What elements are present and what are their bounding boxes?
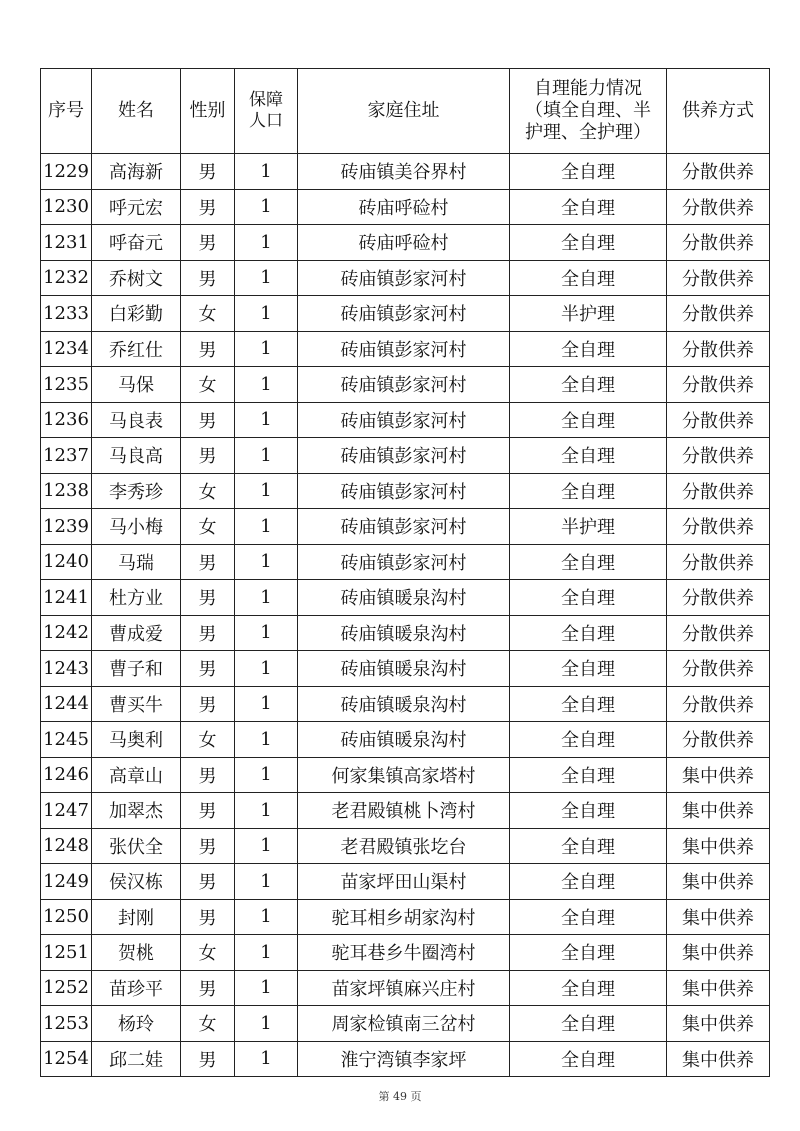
table-row [41, 260, 770, 296]
cell-support: 集中供养 [667, 864, 770, 900]
cell-population: 1 [235, 473, 298, 509]
cell-address: 砖庙镇彭家河村 [298, 331, 510, 367]
cell-seq: 1235 [41, 367, 92, 403]
cell-support: 集中供养 [667, 757, 770, 793]
cell-seq: 1251 [41, 935, 92, 971]
cell-selfcare: 半护理 [510, 509, 667, 545]
cell-gender: 男 [181, 615, 235, 651]
cell-seq: 1241 [41, 580, 92, 616]
cell-seq: 1234 [41, 331, 92, 367]
cell-selfcare: 全自理 [510, 260, 667, 296]
cell-gender: 男 [181, 970, 235, 1006]
cell-name: 呼元宏 [92, 189, 181, 225]
cell-gender: 男 [181, 828, 235, 864]
cell-population: 1 [235, 757, 298, 793]
cell-seq: 1232 [41, 260, 92, 296]
cell-support: 集中供养 [667, 1041, 770, 1077]
table-row [41, 1041, 770, 1077]
cell-name: 马保 [92, 367, 181, 403]
cell-support: 分散供养 [667, 438, 770, 474]
cell-selfcare: 全自理 [510, 331, 667, 367]
cell-population: 1 [235, 509, 298, 545]
cell-selfcare: 全自理 [510, 189, 667, 225]
cell-address: 淮宁湾镇李家坪 [298, 1041, 510, 1077]
cell-seq: 1229 [41, 154, 92, 190]
cell-gender: 女 [181, 722, 235, 758]
header-seq: 序号 [41, 69, 92, 154]
cell-address: 砖庙呼硷村 [298, 189, 510, 225]
header-selfcare-line2: （填全自理、半 [525, 100, 651, 121]
cell-support: 集中供养 [667, 793, 770, 829]
cell-address: 砖庙镇暖泉沟村 [298, 580, 510, 616]
cell-support: 集中供养 [667, 970, 770, 1006]
table-row [41, 828, 770, 864]
cell-address: 老君殿镇桃卜湾村 [298, 793, 510, 829]
cell-gender: 男 [181, 864, 235, 900]
cell-address: 砖庙镇彭家河村 [298, 402, 510, 438]
cell-gender: 男 [181, 651, 235, 687]
header-gender: 性别 [181, 69, 235, 154]
table-row [41, 757, 770, 793]
cell-name: 加翠杰 [92, 793, 181, 829]
header-row [41, 69, 770, 154]
table-row [41, 473, 770, 509]
cell-address: 砖庙镇彭家河村 [298, 296, 510, 332]
cell-population: 1 [235, 864, 298, 900]
table-row [41, 509, 770, 545]
cell-selfcare: 全自理 [510, 367, 667, 403]
table-row [41, 864, 770, 900]
cell-support: 集中供养 [667, 828, 770, 864]
cell-address: 砖庙镇美谷界村 [298, 154, 510, 190]
cell-population: 1 [235, 544, 298, 580]
table-row [41, 722, 770, 758]
cell-gender: 男 [181, 260, 235, 296]
cell-support: 集中供养 [667, 1006, 770, 1042]
cell-selfcare: 全自理 [510, 722, 667, 758]
cell-selfcare: 全自理 [510, 1041, 667, 1077]
cell-gender: 女 [181, 1006, 235, 1042]
cell-name: 贺桃 [92, 935, 181, 971]
cell-name: 邱二娃 [92, 1041, 181, 1077]
cell-selfcare: 全自理 [510, 828, 667, 864]
cell-address: 砖庙镇彭家河村 [298, 438, 510, 474]
cell-gender: 女 [181, 509, 235, 545]
cell-name: 马小梅 [92, 509, 181, 545]
cell-support: 分散供养 [667, 296, 770, 332]
header-selfcare-line1: 自理能力情况 [534, 78, 642, 99]
cell-seq: 1240 [41, 544, 92, 580]
table-row [41, 544, 770, 580]
table-row [41, 1006, 770, 1042]
cell-support: 分散供养 [667, 722, 770, 758]
cell-name: 乔树文 [92, 260, 181, 296]
table-row [41, 686, 770, 722]
cell-selfcare: 全自理 [510, 473, 667, 509]
table-row [41, 331, 770, 367]
cell-address: 砖庙镇彭家河村 [298, 367, 510, 403]
cell-gender: 男 [181, 154, 235, 190]
table-row [41, 899, 770, 935]
header-name: 姓名 [92, 69, 181, 154]
table-row [41, 793, 770, 829]
cell-name: 白彩勤 [92, 296, 181, 332]
cell-selfcare: 全自理 [510, 402, 667, 438]
cell-seq: 1253 [41, 1006, 92, 1042]
cell-name: 马良表 [92, 402, 181, 438]
header-selfcare-line3: 护理、全护理） [525, 122, 651, 143]
table-row [41, 615, 770, 651]
table-row [41, 296, 770, 332]
cell-selfcare: 全自理 [510, 864, 667, 900]
cell-gender: 男 [181, 544, 235, 580]
cell-population: 1 [235, 580, 298, 616]
cell-address: 砖庙呼硷村 [298, 225, 510, 261]
cell-seq: 1237 [41, 438, 92, 474]
cell-population: 1 [235, 651, 298, 687]
cell-support: 分散供养 [667, 686, 770, 722]
roster-table [40, 68, 770, 1077]
cell-support: 分散供养 [667, 473, 770, 509]
cell-selfcare: 全自理 [510, 970, 667, 1006]
cell-selfcare: 全自理 [510, 615, 667, 651]
cell-population: 1 [235, 899, 298, 935]
table-row [41, 651, 770, 687]
table-row [41, 154, 770, 190]
header-population-label: 保障人口 [249, 90, 283, 131]
cell-selfcare: 全自理 [510, 544, 667, 580]
cell-seq: 1250 [41, 899, 92, 935]
cell-address: 砖庙镇暖泉沟村 [298, 686, 510, 722]
cell-selfcare: 全自理 [510, 935, 667, 971]
cell-support: 分散供养 [667, 651, 770, 687]
table-row [41, 438, 770, 474]
cell-selfcare: 全自理 [510, 651, 667, 687]
cell-name: 杜方业 [92, 580, 181, 616]
cell-seq: 1239 [41, 509, 92, 545]
header-selfcare [510, 69, 667, 154]
cell-support: 分散供养 [667, 509, 770, 545]
cell-population: 1 [235, 686, 298, 722]
table-body [41, 154, 770, 1077]
table-row [41, 402, 770, 438]
cell-gender: 男 [181, 189, 235, 225]
cell-address: 驼耳巷乡牛圈湾村 [298, 935, 510, 971]
cell-selfcare: 全自理 [510, 899, 667, 935]
table-row [41, 367, 770, 403]
cell-gender: 男 [181, 402, 235, 438]
cell-population: 1 [235, 402, 298, 438]
cell-population: 1 [235, 331, 298, 367]
cell-seq: 1246 [41, 757, 92, 793]
cell-gender: 男 [181, 899, 235, 935]
cell-address: 砖庙镇彭家河村 [298, 509, 510, 545]
cell-population: 1 [235, 828, 298, 864]
cell-seq: 1249 [41, 864, 92, 900]
cell-seq: 1230 [41, 189, 92, 225]
cell-support: 分散供养 [667, 402, 770, 438]
cell-name: 高章山 [92, 757, 181, 793]
cell-address: 砖庙镇暖泉沟村 [298, 651, 510, 687]
cell-population: 1 [235, 367, 298, 403]
cell-name: 高海新 [92, 154, 181, 190]
cell-selfcare: 全自理 [510, 793, 667, 829]
cell-support: 分散供养 [667, 154, 770, 190]
cell-gender: 男 [181, 438, 235, 474]
cell-support: 分散供养 [667, 331, 770, 367]
cell-support: 分散供养 [667, 544, 770, 580]
cell-address: 老君殿镇张圪台 [298, 828, 510, 864]
cell-gender: 男 [181, 793, 235, 829]
cell-population: 1 [235, 1041, 298, 1077]
cell-name: 侯汉栋 [92, 864, 181, 900]
cell-name: 马良高 [92, 438, 181, 474]
cell-address: 砖庙镇彭家河村 [298, 544, 510, 580]
cell-population: 1 [235, 722, 298, 758]
cell-gender: 女 [181, 296, 235, 332]
cell-population: 1 [235, 189, 298, 225]
cell-population: 1 [235, 296, 298, 332]
cell-address: 何家集镇高家塔村 [298, 757, 510, 793]
cell-address: 砖庙镇彭家河村 [298, 260, 510, 296]
table-row [41, 189, 770, 225]
cell-seq: 1245 [41, 722, 92, 758]
header-address: 家庭住址 [298, 69, 510, 154]
cell-gender: 女 [181, 935, 235, 971]
cell-population: 1 [235, 935, 298, 971]
cell-population: 1 [235, 1006, 298, 1042]
cell-population: 1 [235, 225, 298, 261]
page-number: 第 49 页 [378, 1090, 422, 1103]
cell-name: 李秀珍 [92, 473, 181, 509]
cell-name: 曹子和 [92, 651, 181, 687]
cell-seq: 1254 [41, 1041, 92, 1077]
cell-seq: 1248 [41, 828, 92, 864]
cell-population: 1 [235, 260, 298, 296]
cell-address: 砖庙镇暖泉沟村 [298, 722, 510, 758]
cell-gender: 男 [181, 686, 235, 722]
cell-name: 杨玲 [92, 1006, 181, 1042]
cell-gender: 男 [181, 580, 235, 616]
cell-name: 呼奋元 [92, 225, 181, 261]
cell-selfcare: 全自理 [510, 580, 667, 616]
cell-seq: 1252 [41, 970, 92, 1006]
cell-seq: 1244 [41, 686, 92, 722]
cell-address: 砖庙镇彭家河村 [298, 473, 510, 509]
cell-name: 封刚 [92, 899, 181, 935]
cell-support: 集中供养 [667, 899, 770, 935]
cell-gender: 女 [181, 473, 235, 509]
cell-seq: 1236 [41, 402, 92, 438]
cell-gender: 男 [181, 1041, 235, 1077]
table-row [41, 580, 770, 616]
cell-address: 砖庙镇暖泉沟村 [298, 615, 510, 651]
cell-selfcare: 全自理 [510, 686, 667, 722]
cell-population: 1 [235, 793, 298, 829]
cell-seq: 1233 [41, 296, 92, 332]
cell-support: 分散供养 [667, 367, 770, 403]
table-row [41, 935, 770, 971]
cell-name: 乔红仕 [92, 331, 181, 367]
cell-address: 驼耳相乡胡家沟村 [298, 899, 510, 935]
cell-gender: 男 [181, 331, 235, 367]
cell-seq: 1243 [41, 651, 92, 687]
cell-name: 马奥利 [92, 722, 181, 758]
cell-name: 马瑞 [92, 544, 181, 580]
cell-selfcare: 半护理 [510, 296, 667, 332]
cell-support: 分散供养 [667, 615, 770, 651]
cell-selfcare: 全自理 [510, 1006, 667, 1042]
cell-gender: 男 [181, 757, 235, 793]
cell-seq: 1242 [41, 615, 92, 651]
cell-name: 曹买牛 [92, 686, 181, 722]
cell-support: 分散供养 [667, 580, 770, 616]
cell-selfcare: 全自理 [510, 438, 667, 474]
cell-support: 集中供养 [667, 935, 770, 971]
cell-population: 1 [235, 970, 298, 1006]
cell-population: 1 [235, 438, 298, 474]
cell-seq: 1247 [41, 793, 92, 829]
cell-population: 1 [235, 615, 298, 651]
cell-support: 分散供养 [667, 260, 770, 296]
header-support: 供养方式 [667, 69, 770, 154]
cell-name: 苗珍平 [92, 970, 181, 1006]
cell-support: 分散供养 [667, 189, 770, 225]
cell-seq: 1231 [41, 225, 92, 261]
header-population [235, 69, 298, 154]
cell-selfcare: 全自理 [510, 225, 667, 261]
cell-seq: 1238 [41, 473, 92, 509]
table-row [41, 970, 770, 1006]
cell-address: 苗家坪镇麻兴庄村 [298, 970, 510, 1006]
cell-population: 1 [235, 154, 298, 190]
cell-support: 分散供养 [667, 225, 770, 261]
cell-gender: 男 [181, 225, 235, 261]
cell-selfcare: 全自理 [510, 154, 667, 190]
cell-address: 周家检镇南三岔村 [298, 1006, 510, 1042]
cell-gender: 女 [181, 367, 235, 403]
cell-selfcare: 全自理 [510, 757, 667, 793]
cell-name: 张伏全 [92, 828, 181, 864]
cell-address: 苗家坪田山渠村 [298, 864, 510, 900]
table-row [41, 225, 770, 261]
cell-name: 曹成爱 [92, 615, 181, 651]
